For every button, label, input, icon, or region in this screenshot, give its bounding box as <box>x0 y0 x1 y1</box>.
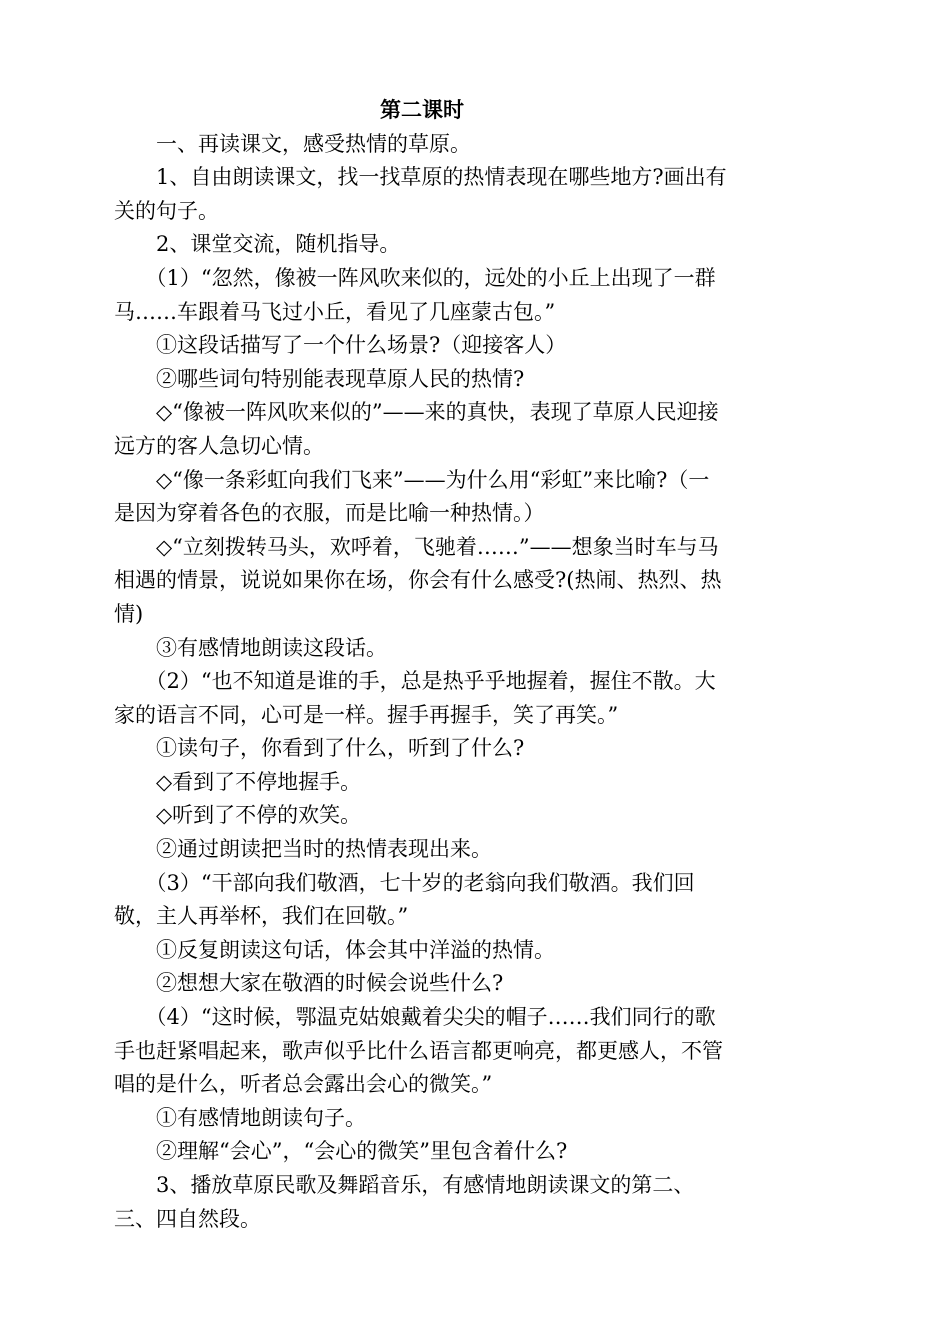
paragraph: ◇听到了不停的欢笑。 <box>156 803 362 828</box>
paragraph: ①这段话描写了一个什么场景?（迎接客人） <box>156 333 567 358</box>
document-title: 第二课时 <box>380 98 464 122</box>
paragraph: ②哪些词句特别能表现草原人民的热情? <box>156 366 525 391</box>
paragraph: ②想想大家在敬酒的时候会说些什么? <box>156 971 504 996</box>
paragraph-list <box>114 128 730 1237</box>
paragraph: （3）“干部向我们敬酒，七十岁的老翁向我们敬酒。我们回敬，主人再举杯，我们在回敬。” <box>114 870 695 929</box>
paragraph: 一、再读课文，感受热情的草原。 <box>156 131 471 156</box>
paragraph: ②通过朗读把当时的热情表现出来。 <box>156 837 492 862</box>
document-body <box>114 94 730 1236</box>
paragraph: （1）“忽然，像被一阵风吹来似的，远处的小丘上出现了一群马……车跟着马飞过小丘，看见了几座蒙古包。” <box>114 265 716 324</box>
paragraph: ①有感情地朗读句子。 <box>156 1105 366 1130</box>
paragraph: （2）“也不知道是谁的手，总是热乎乎地握着，握住不散。大家的语言不同，心可是一样。握手再握手，笑了再笑。” <box>114 669 716 727</box>
paragraph: 2、课堂交流，随机指导。 <box>156 232 401 257</box>
paragraph: ◇“像被一阵风吹来似的”——来的真快，表现了草原人民迎接远方的客人急切心情。 <box>114 400 719 458</box>
paragraph: ◇看到了不停地握手。 <box>156 769 362 794</box>
paragraph: ③有感情地朗读这段话。 <box>156 635 387 660</box>
paragraph: （4）“这时候，鄂温克姑娘戴着尖尖的帽子……我们同行的歌手也赶紧唱起来，歌声似乎比什么语言都更响亮，都更感人，不管唱的是什么，听者总会露出会心的微笑。” <box>114 1005 723 1097</box>
paragraph: 3、播放草原民歌及舞蹈音乐，有感情地朗读课文的第二、三、四自然段。 <box>114 1173 695 1231</box>
paragraph: ①读句子，你看到了什么，听到了什么? <box>156 736 525 761</box>
paragraph: 1、自由朗读课文，找一找草原的热情表现在哪些地方?画出有关的句子。 <box>114 165 727 223</box>
paragraph: ◇“像一条彩虹向我们飞来”——为什么用“彩虹”来比喻?（一是因为穿着各色的衣服，而是比喻一种热情。） <box>114 467 710 526</box>
paragraph: ②理解“会心”，“会心的微笑”里包含着什么? <box>156 1139 568 1164</box>
paragraph: ◇“立刻拨转马头，欢呼着，飞驰着……”——想象当时车与马相遇的情景，说说如果你在场，你会有什么感受?(热闹、热烈、热情) <box>114 534 722 626</box>
paragraph: ①反复朗读这句话，体会其中洋溢的热情。 <box>156 937 555 962</box>
